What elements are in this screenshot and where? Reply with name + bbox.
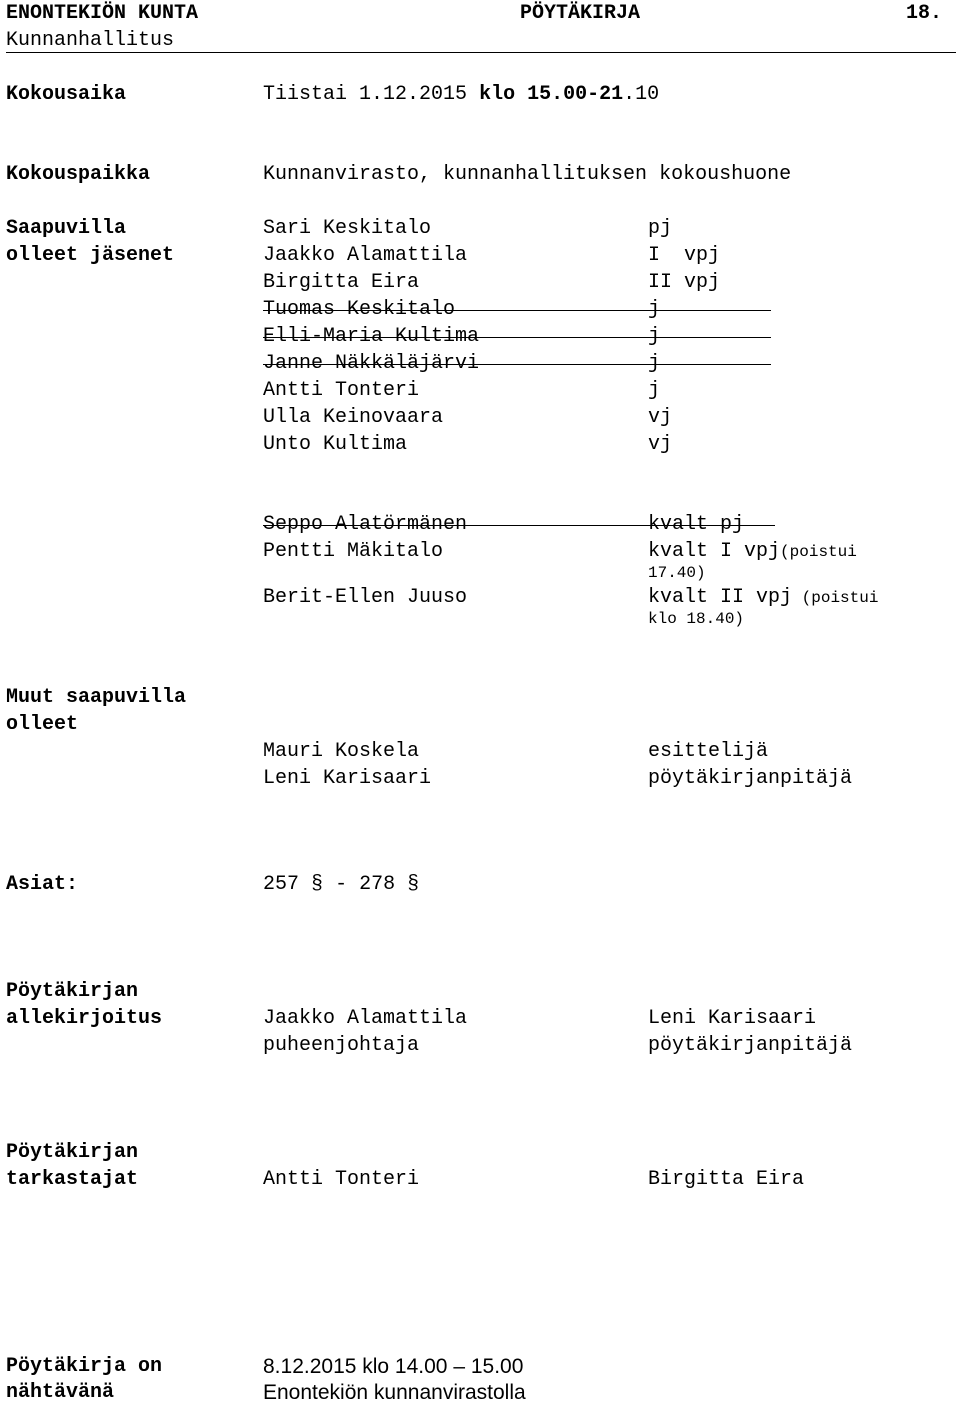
council-note-cont: klo 18.40) bbox=[648, 610, 745, 628]
section-sign-icon: § bbox=[407, 873, 420, 896]
member-role: vj bbox=[648, 406, 673, 429]
inspectors-label-line2: tarkastajat bbox=[6, 1168, 139, 1191]
council-note: (poistui bbox=[780, 543, 857, 561]
matters-range bbox=[263, 871, 419, 898]
inspector2-name: Birgitta Eira bbox=[648, 1168, 805, 1191]
council-role bbox=[648, 584, 878, 611]
council-role-text: kvalt I vpj bbox=[648, 540, 781, 563]
member-role: vj bbox=[648, 433, 673, 456]
display-label-line1: Pöytäkirja on bbox=[6, 1355, 163, 1378]
matters-to: 278 bbox=[359, 873, 396, 896]
meeting-time-bold: klo 15.00-21 bbox=[479, 83, 624, 106]
council-name: Seppo Alatörmänen bbox=[263, 513, 468, 536]
header-municipality: ENONTEKIÖN KUNTA bbox=[6, 2, 199, 25]
member-role: j bbox=[648, 325, 661, 348]
others-name: Mauri Koskela bbox=[263, 740, 420, 763]
header-body: Kunnanhallitus bbox=[6, 29, 175, 52]
member-name: Antti Tonteri bbox=[263, 379, 420, 402]
others-label-line1: Muut saapuvilla bbox=[6, 686, 187, 709]
members-label-line2: olleet jäsenet bbox=[6, 244, 175, 267]
member-role: II vpj bbox=[648, 271, 721, 294]
matters-separator: - bbox=[335, 873, 348, 896]
signer1-title: puheenjohtaja bbox=[263, 1034, 420, 1057]
display-where: Enontekiön kunnanvirastolla bbox=[263, 1381, 526, 1404]
council-note-cont: 17.40) bbox=[648, 564, 706, 582]
others-name: Leni Karisaari bbox=[263, 767, 432, 790]
meeting-time-label: Kokousaika bbox=[6, 83, 127, 106]
header-doc-type: PÖYTÄKIRJA bbox=[520, 2, 641, 25]
member-role: pj bbox=[648, 217, 673, 240]
section-sign-icon: § bbox=[311, 873, 324, 896]
inspector1-name: Antti Tonteri bbox=[263, 1168, 420, 1191]
header-divider bbox=[6, 52, 956, 53]
member-role: I vpj bbox=[648, 244, 721, 267]
signer2-title: pöytäkirjanpitäjä bbox=[648, 1034, 853, 1057]
council-note: (poistui bbox=[792, 589, 879, 607]
council-role: kvalt pj bbox=[648, 513, 745, 536]
signatures-label-line2: allekirjoitus bbox=[6, 1007, 163, 1030]
members-label-line1: Saapuvilla bbox=[6, 217, 127, 240]
meeting-place-label: Kokouspaikka bbox=[6, 163, 151, 186]
council-role-text: kvalt II vpj bbox=[648, 586, 793, 609]
member-role: j bbox=[648, 352, 661, 375]
member-name: Birgitta Eira bbox=[263, 271, 420, 294]
signer1-name: Jaakko Alamattila bbox=[263, 1007, 468, 1030]
council-name: Berit-Ellen Juuso bbox=[263, 586, 468, 609]
member-name: Elli-Maria Kultima bbox=[263, 325, 480, 348]
member-role: j bbox=[648, 379, 661, 402]
matters-from: 257 bbox=[263, 873, 300, 896]
meeting-time-value bbox=[263, 81, 659, 108]
inspectors-label-line1: Pöytäkirjan bbox=[6, 1141, 139, 1164]
others-role: esittelijä bbox=[648, 740, 769, 763]
others-label-line2: olleet bbox=[6, 713, 79, 736]
meeting-date: Tiistai 1.12.2015 bbox=[263, 83, 468, 106]
matters-label: Asiat: bbox=[6, 873, 79, 896]
member-name: Sari Keskitalo bbox=[263, 217, 432, 240]
display-when: 8.12.2015 klo 14.00 – 15.00 bbox=[263, 1355, 524, 1378]
member-name: Ulla Keinovaara bbox=[263, 406, 444, 429]
meeting-time-rest: .10 bbox=[623, 83, 660, 106]
member-name: Jaakko Alamattila bbox=[263, 244, 468, 267]
member-name: Unto Kultima bbox=[263, 433, 408, 456]
signatures-label-line1: Pöytäkirjan bbox=[6, 980, 139, 1003]
others-role: pöytäkirjanpitäjä bbox=[648, 767, 853, 790]
council-name: Pentti Mäkitalo bbox=[263, 540, 444, 563]
meeting-place-value: Kunnanvirasto, kunnanhallituksen kokoushuone bbox=[263, 163, 792, 186]
member-name: Tuomas Keskitalo bbox=[263, 298, 456, 321]
display-label-line2: nähtävänä bbox=[6, 1381, 115, 1404]
council-role bbox=[648, 538, 857, 565]
member-name: Janne Näkkäläjärvi bbox=[263, 352, 480, 375]
signer2-name: Leni Karisaari bbox=[648, 1007, 817, 1030]
member-role: j bbox=[648, 298, 661, 321]
header-page-number: 18. bbox=[906, 2, 943, 25]
